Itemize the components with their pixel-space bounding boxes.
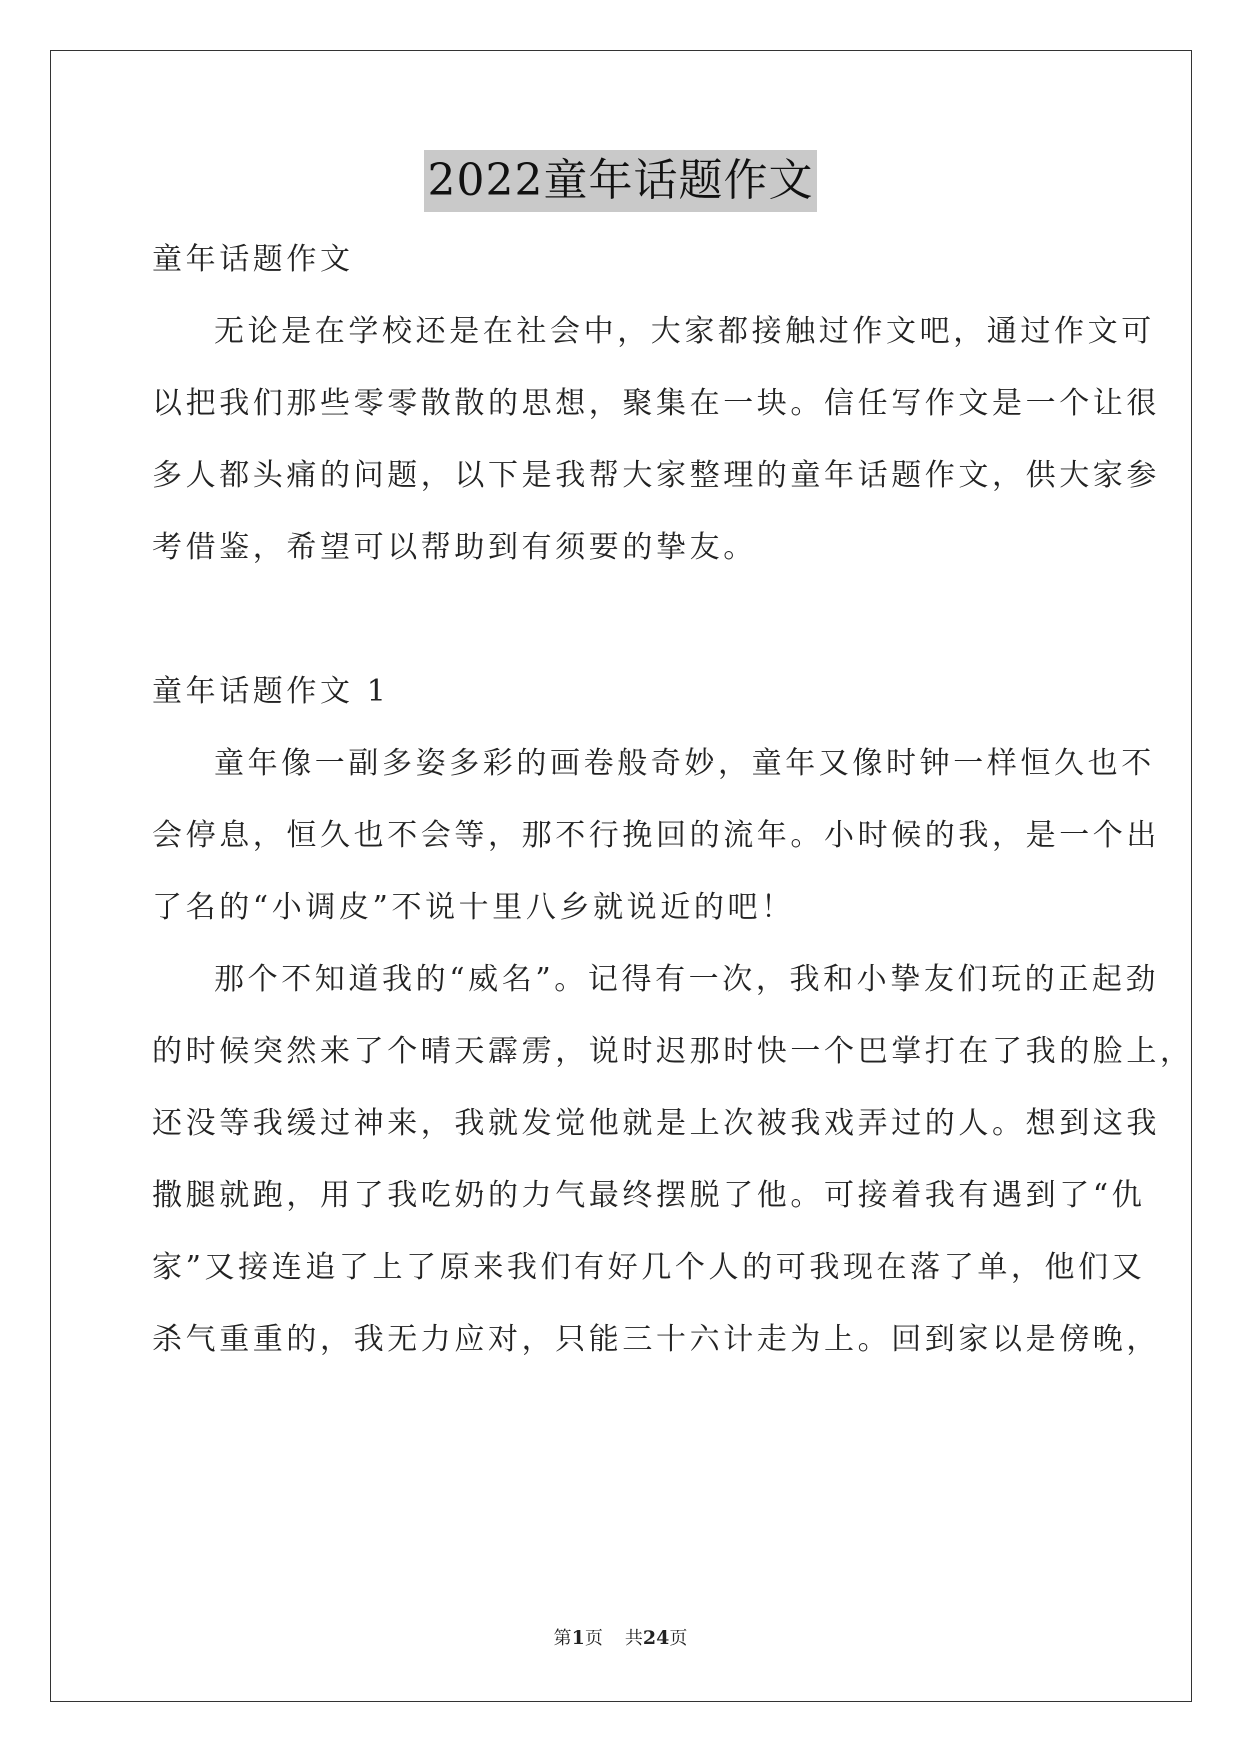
paragraph-line: 以把我们那些零零散散的思想，聚集在一块。信任写作文是一个让很 bbox=[152, 386, 1160, 421]
page-border bbox=[50, 50, 1192, 1702]
paragraph-line: 还没等我缓过神来，我就发觉他就是上次被我戏弄过的人。想到这我 bbox=[152, 1106, 1160, 1141]
section-heading: 童年话题作文 1 bbox=[152, 674, 390, 709]
total-prefix: 共 bbox=[624, 1628, 643, 1649]
paragraph-line: 童年像一副多姿多彩的画卷般奇妙，童年又像时钟一样恒久也不 bbox=[214, 746, 1155, 781]
total-pages: 24 bbox=[642, 1627, 670, 1649]
paragraph-line: 的时候突然来了个晴天霹雳，说时迟那时快一个巴掌打在了我的脸上， bbox=[152, 1034, 1194, 1069]
section-heading: 童年话题作文 bbox=[152, 242, 354, 277]
paragraph-line: 无论是在学校还是在社会中，大家都接触过作文吧，通过作文可 bbox=[214, 314, 1155, 349]
paragraph-line: 那个不知道我的“威名”。记得有一次，我和小挚友们玩的正起劲 bbox=[214, 962, 1160, 997]
paragraph-line: 家”又接连追了上了原来我们有好几个人的可我现在落了单，他们又 bbox=[152, 1250, 1146, 1285]
paragraph-line: 考借鉴，希望可以帮助到有须要的挚友。 bbox=[152, 530, 757, 565]
page-number: 1 bbox=[571, 1627, 585, 1649]
total-suffix: 页 bbox=[669, 1628, 688, 1649]
page-prefix: 第 bbox=[553, 1628, 572, 1649]
paragraph-line: 多人都头痛的问题，以下是我帮大家整理的童年话题作文，供大家参 bbox=[152, 458, 1160, 493]
paragraph-line: 撒腿就跑，用了我吃奶的力气最终摆脱了他。可接着我有遇到了“仇 bbox=[152, 1178, 1146, 1213]
paragraph-line: 了名的“小调皮”不说十里八乡就说近的吧！ bbox=[152, 890, 795, 925]
paragraph-line: 杀气重重的，我无力应对，只能三十六计走为上。回到家以是傍晚， bbox=[152, 1322, 1160, 1357]
title-container bbox=[0, 150, 1241, 212]
document-title: 2022童年话题作文 bbox=[424, 150, 818, 212]
page-suffix: 页 bbox=[584, 1628, 603, 1649]
paragraph-line: 会停息，恒久也不会等，那不行挽回的流年。小时候的我，是一个出 bbox=[152, 818, 1160, 853]
page-footer bbox=[0, 1625, 1241, 1652]
